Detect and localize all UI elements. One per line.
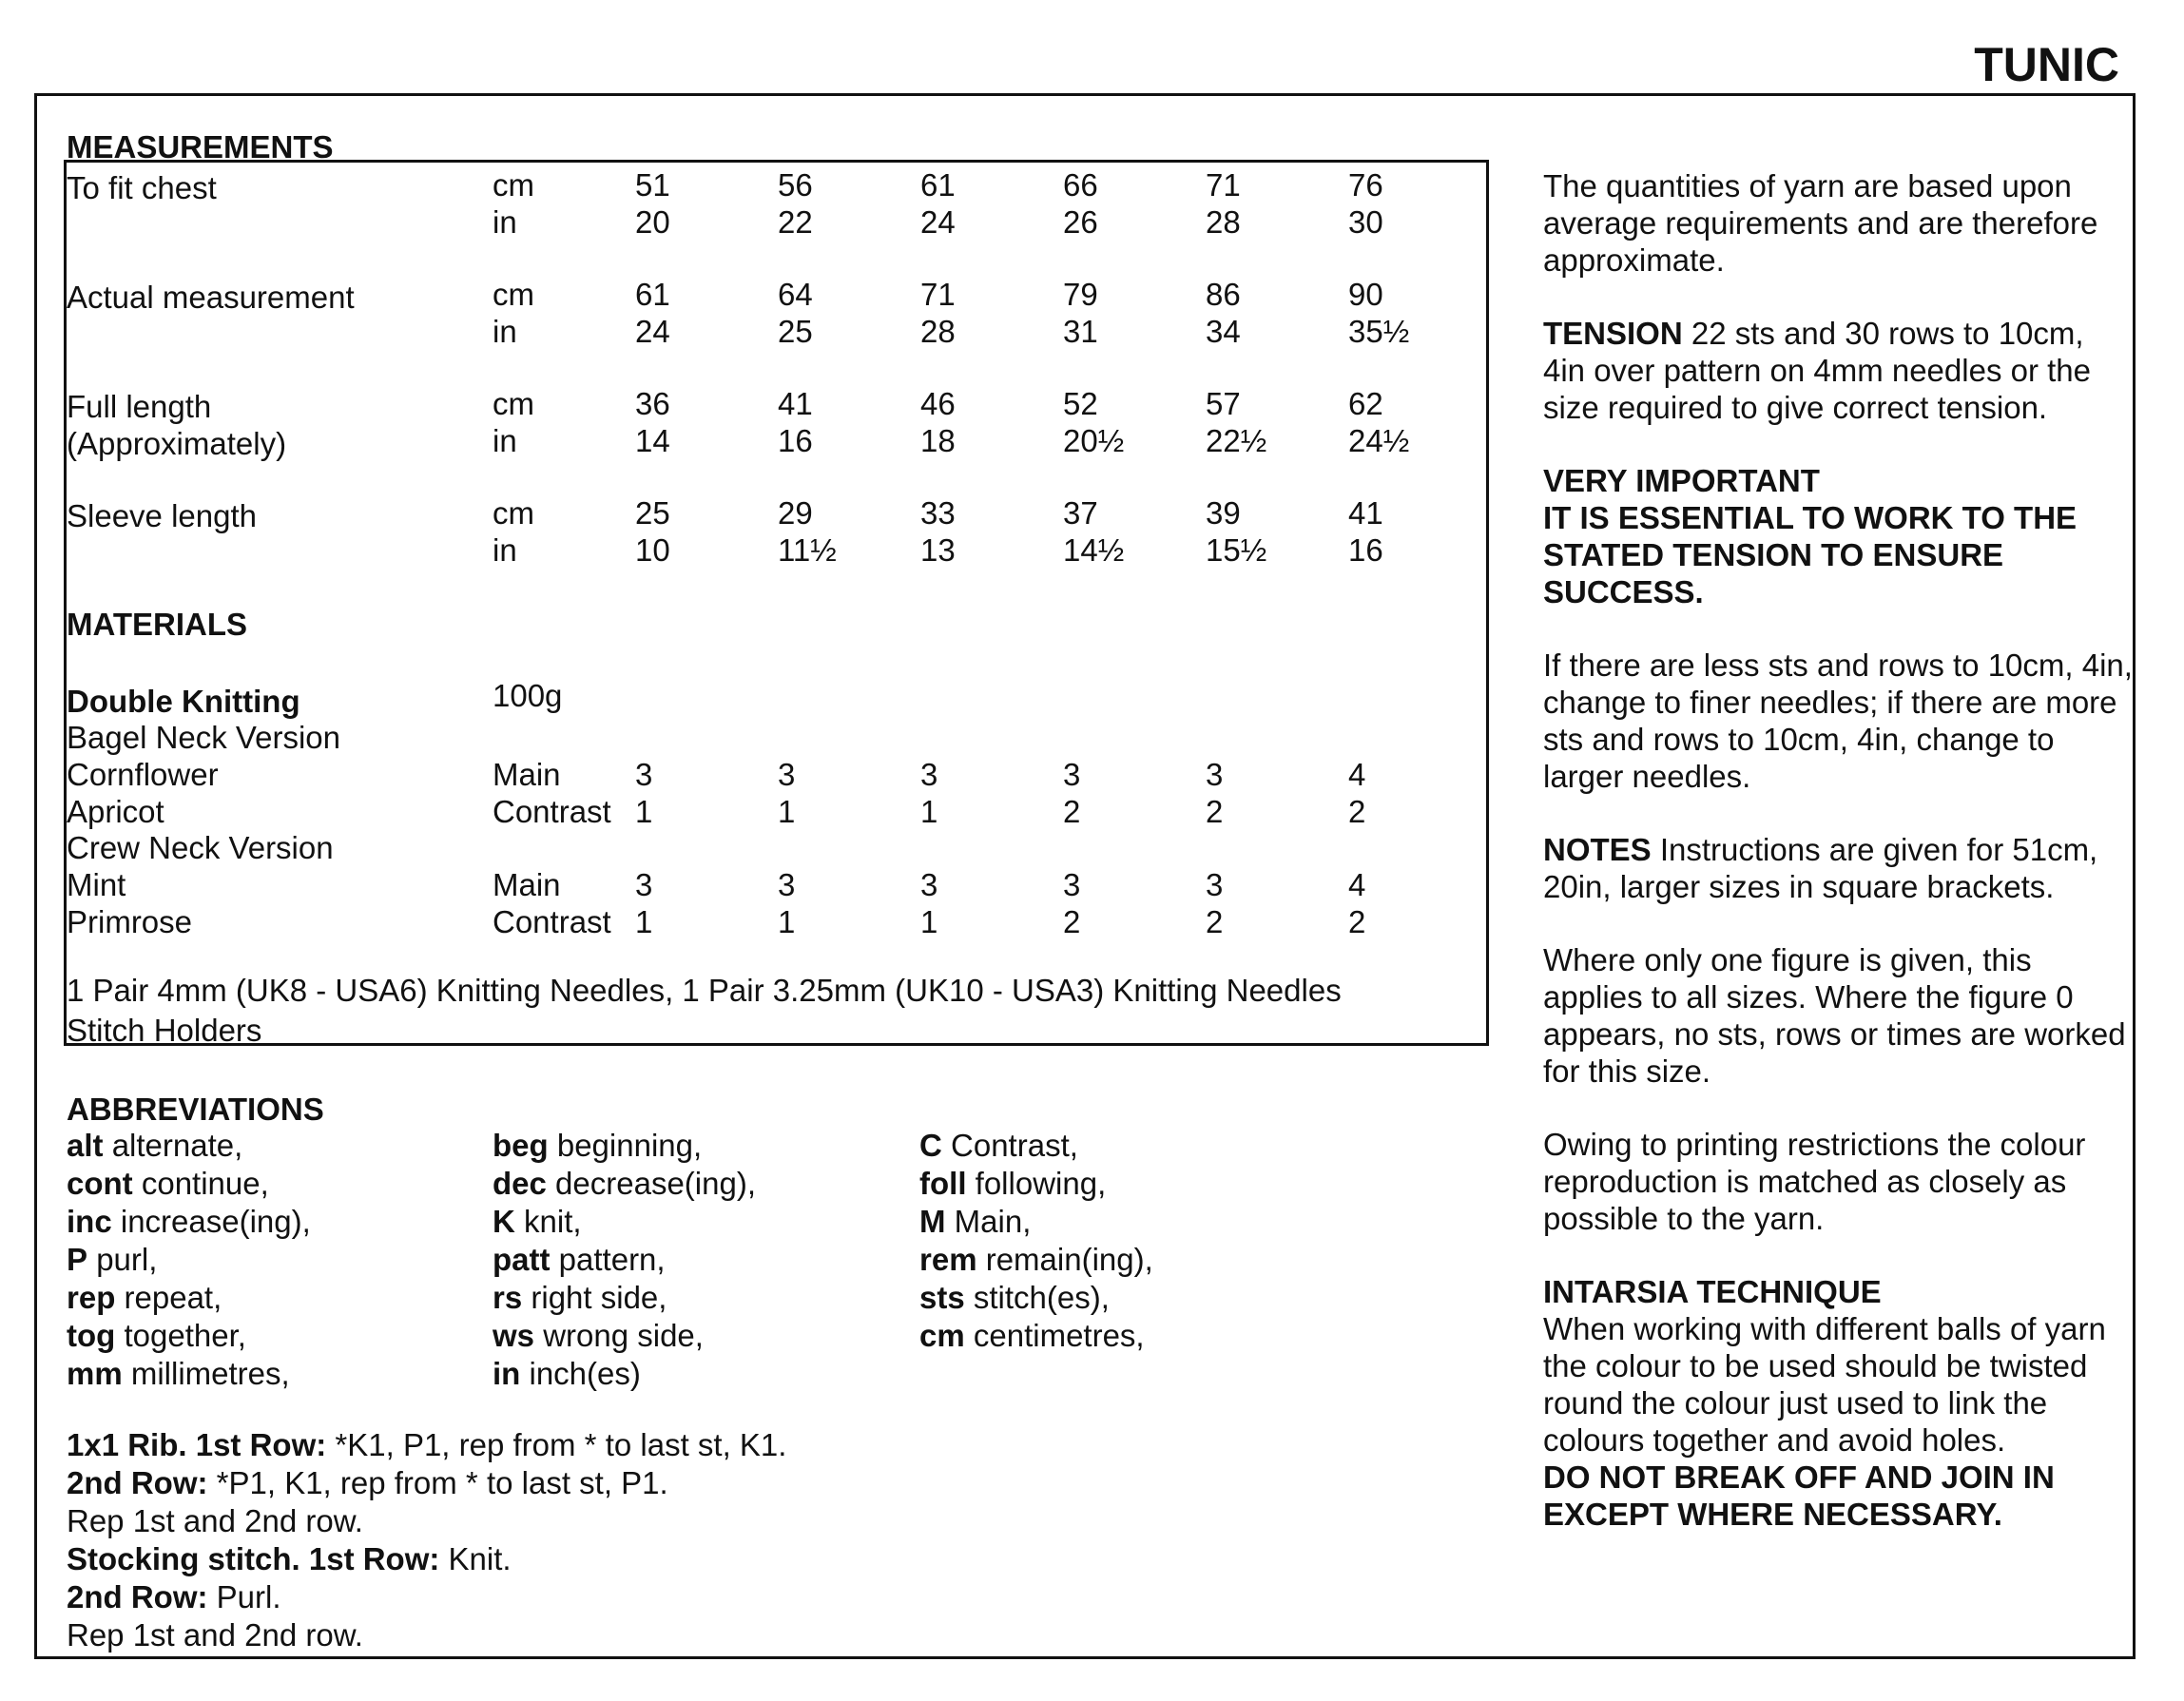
measurement-label: Actual measurement — [67, 280, 355, 315]
abbreviation-item — [67, 1203, 311, 1240]
abbreviation-code: cont — [67, 1166, 133, 1201]
measurement-label: To fit chest — [67, 170, 217, 205]
measurement-unit: cm — [493, 167, 534, 203]
ball-count: 2 — [1206, 904, 1224, 939]
abbreviation-code: foll — [919, 1166, 967, 1201]
stitch-patterns — [67, 1426, 786, 1654]
yarn-name: Double Knitting — [67, 684, 300, 719]
measurement-value: 22½ — [1206, 423, 1267, 458]
stocking-repeat: Rep 1st and 2nd row. — [67, 1617, 363, 1653]
measurement-value: 61 — [920, 167, 956, 203]
notes-sidebar — [1543, 167, 2133, 1533]
ball-count: 3 — [1206, 867, 1224, 902]
abbreviation-item — [493, 1127, 702, 1164]
measurement-value: 25 — [778, 314, 813, 349]
abbreviation-meaning: alternate, — [111, 1128, 243, 1163]
measurement-value: 15½ — [1206, 532, 1267, 568]
yarn-role: Contrast — [493, 904, 611, 939]
ball-count: 4 — [1348, 757, 1366, 792]
abbreviation-item — [919, 1127, 1078, 1164]
ball-count: 1 — [635, 794, 653, 829]
measurement-value: 52 — [1063, 386, 1098, 421]
measurement-value: 28 — [920, 314, 956, 349]
abbreviation-item — [493, 1355, 641, 1392]
measurement-unit: cm — [493, 495, 534, 531]
measurement-value: 62 — [1348, 386, 1383, 421]
ball-count: 2 — [1348, 904, 1366, 939]
ball-count: 2 — [1063, 904, 1081, 939]
abbreviation-item — [67, 1165, 269, 1202]
measurement-value: 10 — [635, 532, 670, 568]
abbreviation-code: mm — [67, 1356, 123, 1391]
measurement-value: 16 — [1348, 532, 1383, 568]
measurement-value: 24 — [635, 314, 670, 349]
abbreviation-item — [493, 1317, 704, 1354]
page-title: TUNIC — [1974, 38, 2119, 91]
ball-count: 1 — [778, 794, 796, 829]
tension-note: TENSION 22 sts and 30 rows to 10cm, 4in over pattern on 4mm needles or the size required to give correct tension. — [1543, 316, 2092, 425]
measurement-unit: in — [493, 314, 517, 349]
abbreviation-meaning: decrease(ing), — [555, 1166, 756, 1201]
measurement-value: 46 — [920, 386, 956, 421]
yarn-weight: 100g — [493, 678, 563, 713]
measurement-value: 26 — [1063, 204, 1098, 240]
measurement-value: 11½ — [778, 532, 837, 568]
measurement-value: 20½ — [1063, 423, 1125, 458]
ball-count: 1 — [635, 904, 653, 939]
measurement-value: 41 — [778, 386, 813, 421]
measurement-value: 64 — [778, 277, 813, 312]
measurement-value: 30 — [1348, 204, 1383, 240]
abbreviation-code: inc — [67, 1204, 112, 1239]
stocking-row-2: 2nd Row: Purl. — [67, 1579, 281, 1614]
measurement-value: 24 — [920, 204, 956, 240]
abbreviation-meaning: following, — [975, 1166, 1107, 1201]
abbreviation-meaning: wrong side, — [543, 1318, 704, 1353]
ball-count: 2 — [1206, 794, 1224, 829]
ball-count: 2 — [1348, 794, 1366, 829]
abbreviation-item — [67, 1355, 290, 1392]
ball-count: 3 — [1063, 867, 1081, 902]
yarn-role: Main — [493, 757, 561, 792]
stocking-row-1: Stocking stitch. 1st Row: Knit. — [67, 1541, 512, 1576]
yarn-role: Main — [493, 867, 561, 902]
abbreviation-item — [67, 1241, 157, 1278]
abbreviation-code: M — [919, 1204, 946, 1239]
ball-count: 3 — [635, 757, 653, 792]
measurement-value: 34 — [1206, 314, 1241, 349]
yarn-colour: Primrose — [67, 904, 193, 939]
measurement-label: Full length — [67, 389, 212, 424]
ball-count: 3 — [920, 757, 938, 792]
ball-count: 2 — [1063, 794, 1081, 829]
ball-count: 3 — [1206, 757, 1224, 792]
abbreviation-meaning: remain(ing), — [985, 1242, 1153, 1277]
measurement-value: 71 — [920, 277, 956, 312]
abbreviation-code: rs — [493, 1280, 523, 1315]
measurement-value: 39 — [1206, 495, 1241, 531]
ball-count: 3 — [778, 867, 796, 902]
measurement-value: 22 — [778, 204, 813, 240]
abbreviation-meaning: stitch(es), — [973, 1280, 1110, 1315]
materials-heading: MATERIALS — [67, 607, 248, 642]
abbreviation-meaning: beginning, — [556, 1128, 703, 1163]
measurement-unit: in — [493, 204, 517, 240]
abbreviation-meaning: continue, — [141, 1166, 269, 1201]
measurement-value: 18 — [920, 423, 956, 458]
abbreviation-code: in — [493, 1356, 521, 1391]
abbreviation-code: sts — [919, 1280, 965, 1315]
measurement-unit: cm — [493, 277, 534, 312]
abbreviation-code: C — [919, 1128, 942, 1163]
notes-note: NOTES Instructions are given for 51cm, 20in, larger sizes in square brackets. — [1543, 832, 2098, 904]
important-note: VERY IMPORTANT IT IS ESSENTIAL TO WORK TO THE STATED TENSION TO ENSURE SUCCESS. — [1543, 463, 2078, 609]
ball-count: 1 — [778, 904, 796, 939]
measurement-value: 79 — [1063, 277, 1098, 312]
abbreviation-meaning: repeat, — [124, 1280, 222, 1315]
measurement-value: 71 — [1206, 167, 1241, 203]
measurement-unit: in — [493, 532, 517, 568]
rib-repeat: Rep 1st and 2nd row. — [67, 1503, 363, 1538]
abbreviation-item — [67, 1127, 242, 1164]
measurements-heading: MEASUREMENTS — [67, 129, 334, 164]
rib-row-2: 2nd Row: *P1, K1, rep from * to last st, P1. — [67, 1465, 668, 1500]
abbreviation-meaning: pattern, — [558, 1242, 666, 1277]
yarn-colour: Cornflower — [67, 757, 219, 792]
abbreviation-code: K — [493, 1204, 515, 1239]
measurement-value: 66 — [1063, 167, 1098, 203]
ball-count: 4 — [1348, 867, 1366, 902]
measurement-value: 51 — [635, 167, 670, 203]
abbreviation-item — [493, 1279, 667, 1316]
abbreviation-item — [919, 1241, 1153, 1278]
abbreviation-meaning: Contrast, — [951, 1128, 1078, 1163]
measurement-value: 31 — [1063, 314, 1098, 349]
measurement-unit: in — [493, 423, 517, 458]
yarn-role: Contrast — [493, 794, 611, 829]
abbreviation-meaning: centimetres, — [973, 1318, 1145, 1353]
abbreviation-item — [919, 1279, 1110, 1316]
rib-row-1: 1x1 Rib. 1st Row: *K1, P1, rep from * to last st, K1. — [67, 1427, 787, 1462]
abbreviation-code: P — [67, 1242, 88, 1277]
ball-count: 3 — [778, 757, 796, 792]
abbreviation-meaning: Main, — [954, 1204, 1032, 1239]
measurement-value: 35½ — [1348, 314, 1410, 349]
abbreviation-code: beg — [493, 1128, 549, 1163]
measurement-value: 14½ — [1063, 532, 1125, 568]
holders-text: Stitch Holders — [67, 1013, 262, 1048]
abbreviation-item — [493, 1241, 666, 1278]
abbreviation-meaning: inch(es) — [529, 1356, 641, 1391]
measurement-value: 14 — [635, 423, 670, 458]
measurement-label: Sleeve length — [67, 498, 257, 533]
measurement-value: 61 — [635, 277, 670, 312]
one-figure-note: Where only one figure is given, this applies to all sizes. Where the figure 0 appears, no sts, rows or times are worked for this size. — [1543, 942, 2126, 1089]
measurement-value: 41 — [1348, 495, 1383, 531]
abbreviation-code: tog — [67, 1318, 116, 1353]
abbreviation-item — [67, 1317, 246, 1354]
measurement-label: (Approximately) — [67, 426, 287, 461]
yarn-colour: Apricot — [67, 794, 164, 829]
needles-text: 1 Pair 4mm (UK8 - USA6) Knitting Needles, 1 Pair 3.25mm (UK10 - USA3) Knitting Needles — [67, 973, 1342, 1008]
printing-note: Owing to printing restrictions the colour reproduction is matched as closely as possible to the yarn. — [1543, 1127, 2086, 1236]
abbreviation-code: rep — [67, 1280, 116, 1315]
version-bagel: Bagel Neck Version — [67, 720, 340, 755]
abbreviation-item — [919, 1165, 1106, 1202]
abbreviation-meaning: purl, — [96, 1242, 158, 1277]
abbreviation-meaning: together, — [124, 1318, 246, 1353]
abbreviation-meaning: millimetres, — [130, 1356, 290, 1391]
abbreviation-meaning: right side, — [531, 1280, 667, 1315]
abbreviation-item — [67, 1279, 222, 1316]
measurement-value: 36 — [635, 386, 670, 421]
abbreviation-meaning: knit, — [524, 1204, 582, 1239]
measurement-value: 28 — [1206, 204, 1241, 240]
abbreviation-code: alt — [67, 1128, 104, 1163]
ball-count: 3 — [635, 867, 653, 902]
measurement-value: 37 — [1063, 495, 1098, 531]
abbreviation-code: cm — [919, 1318, 965, 1353]
ball-count: 1 — [920, 904, 938, 939]
measurement-value: 33 — [920, 495, 956, 531]
abbreviation-code: rem — [919, 1242, 977, 1277]
ball-count: 3 — [920, 867, 938, 902]
version-crew: Crew Neck Version — [67, 830, 334, 865]
abbreviation-item — [493, 1203, 582, 1240]
abbreviation-meaning: increase(ing), — [120, 1204, 311, 1239]
quantities-note: The quantities of yarn are based upon average requirements and are therefore approximate. — [1543, 168, 2098, 278]
yarn-colour: Mint — [67, 867, 126, 902]
measurement-value: 76 — [1348, 167, 1383, 203]
measurement-value: 20 — [635, 204, 670, 240]
abbreviation-code: ws — [493, 1318, 535, 1353]
needle-advice: If there are less sts and rows to 10cm, 4in, change to finer needles; if there are more sts and rows to 10cm, 4in, change to larger needles. — [1543, 648, 2133, 794]
measurement-value: 25 — [635, 495, 670, 531]
ball-count: 3 — [1063, 757, 1081, 792]
abbreviation-code: patt — [493, 1242, 551, 1277]
measurement-unit: cm — [493, 386, 534, 421]
measurement-value: 29 — [778, 495, 813, 531]
measurement-value: 56 — [778, 167, 813, 203]
measurement-value: 86 — [1206, 277, 1241, 312]
abbreviation-code: dec — [493, 1166, 547, 1201]
measurement-value: 90 — [1348, 277, 1383, 312]
measurement-value: 57 — [1206, 386, 1241, 421]
abbreviation-item — [919, 1317, 1145, 1354]
measurement-value: 24½ — [1348, 423, 1410, 458]
intarsia-note: INTARSIA TECHNIQUE When working with different balls of yarn the colour to be used should be twisted round the colour just used to link the colours together and avoid holes. DO NOT BREAK OFF AND JOIN IN EXCEPT WHERE NECESSARY. — [1543, 1274, 2106, 1532]
abbreviations-heading: ABBREVIATIONS — [67, 1092, 324, 1127]
ball-count: 1 — [920, 794, 938, 829]
abbreviation-item — [919, 1203, 1031, 1240]
measurement-value: 16 — [778, 423, 813, 458]
abbreviation-item — [493, 1165, 756, 1202]
measurement-value: 13 — [920, 532, 956, 568]
